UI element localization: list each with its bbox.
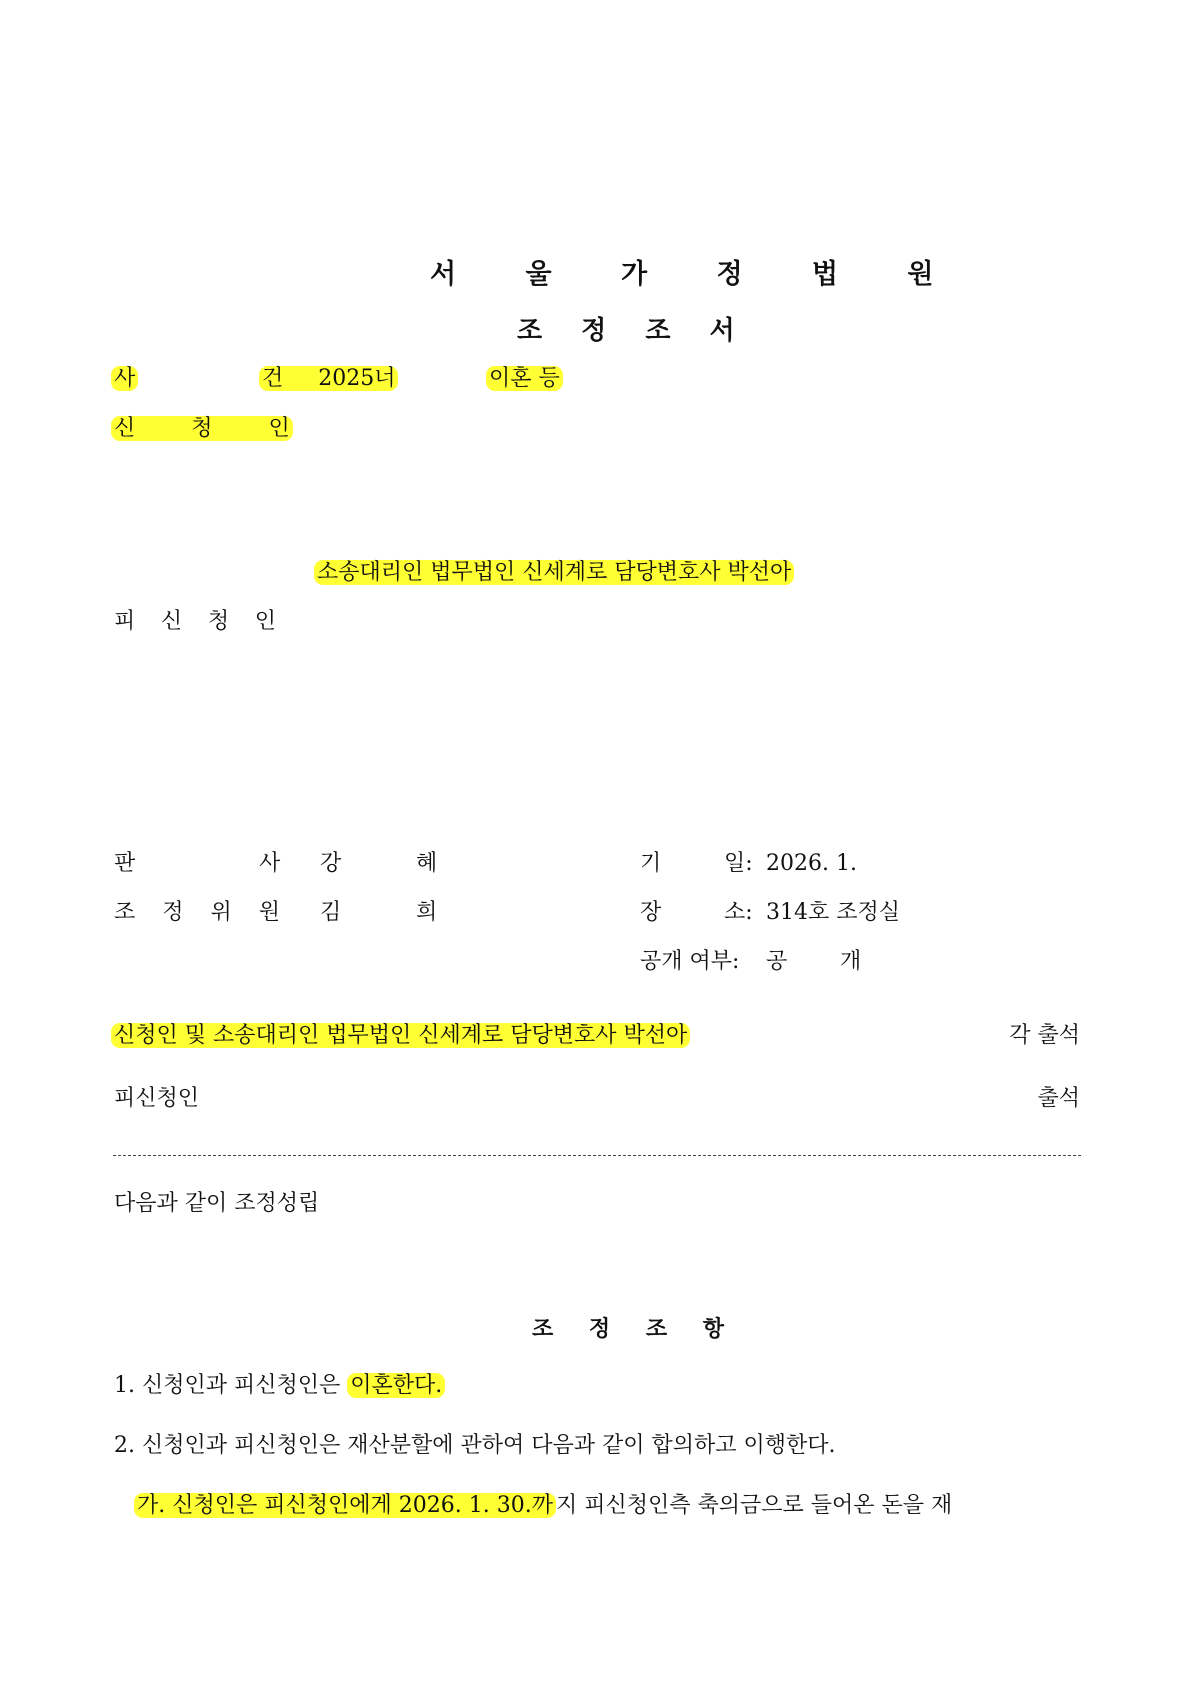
attendance-party-1: 신청인 및 소송대리인 법무법인 신세계로 담당변호사 박선아 xyxy=(111,1021,690,1051)
mediator-name-2: 희 xyxy=(416,900,438,925)
mediator-name-1: 김 xyxy=(320,900,342,925)
case-label-1: 사 xyxy=(111,364,138,394)
respondent-label: 피 신 청 인 xyxy=(114,609,276,634)
public-value-1: 공 xyxy=(766,949,788,974)
place-label-2: 소: xyxy=(724,900,753,925)
attendance-party-2: 피신청인 xyxy=(114,1086,200,1111)
document-title: 조 정 조 서 xyxy=(517,316,750,346)
case-number: 2025너 xyxy=(318,366,396,391)
mediator-label: 조 정 위 원 xyxy=(114,900,280,925)
case-label-2: 건 xyxy=(262,366,284,391)
terms-title: 조 정 조 항 xyxy=(532,1317,738,1342)
attendance-status-2: 출석 xyxy=(1037,1086,1080,1111)
judge-label-1: 판 xyxy=(114,851,136,876)
date-label-1: 기 xyxy=(640,851,662,876)
mediation-result: 다음과 같이 조정성립 xyxy=(114,1191,320,1216)
judge-name-1: 강 xyxy=(320,851,342,876)
term-2: 2. 신청인과 피신청인은 재산분할에 관하여 다음과 같이 합의하고 이행한다. xyxy=(114,1433,836,1458)
petitioner-representative: 소송대리인 법무법인 신세계로 담당변호사 박선아 xyxy=(314,558,794,588)
date-label-2: 일: xyxy=(724,851,753,876)
case-line xyxy=(259,364,398,394)
attendance-status-1: 각 출석 xyxy=(1009,1023,1080,1048)
session-date: 2026. 1. xyxy=(766,851,857,876)
court-name: 서 울 가 정 법 원 xyxy=(430,259,964,290)
dashed-divider xyxy=(113,1155,1081,1156)
judge-label-2: 사 xyxy=(259,851,281,876)
public-label: 공개 여부: xyxy=(640,949,740,974)
term-2a: 가. 신청인은 피신청인에게 2026. 1. 30.까 지 피신청인측 축의금으로 들어온 돈을 재 xyxy=(134,1491,952,1521)
petitioner-label: 신 청 인 xyxy=(111,414,293,444)
public-value-2: 개 xyxy=(840,949,862,974)
judge-name-2: 혜 xyxy=(416,851,438,876)
place-label-1: 장 xyxy=(640,900,662,925)
session-place: 314호 조정실 xyxy=(766,900,900,925)
case-name: 이혼 등 xyxy=(486,364,563,394)
term-1: 1. 신청인과 피신청인은 이혼한다. xyxy=(114,1371,445,1401)
